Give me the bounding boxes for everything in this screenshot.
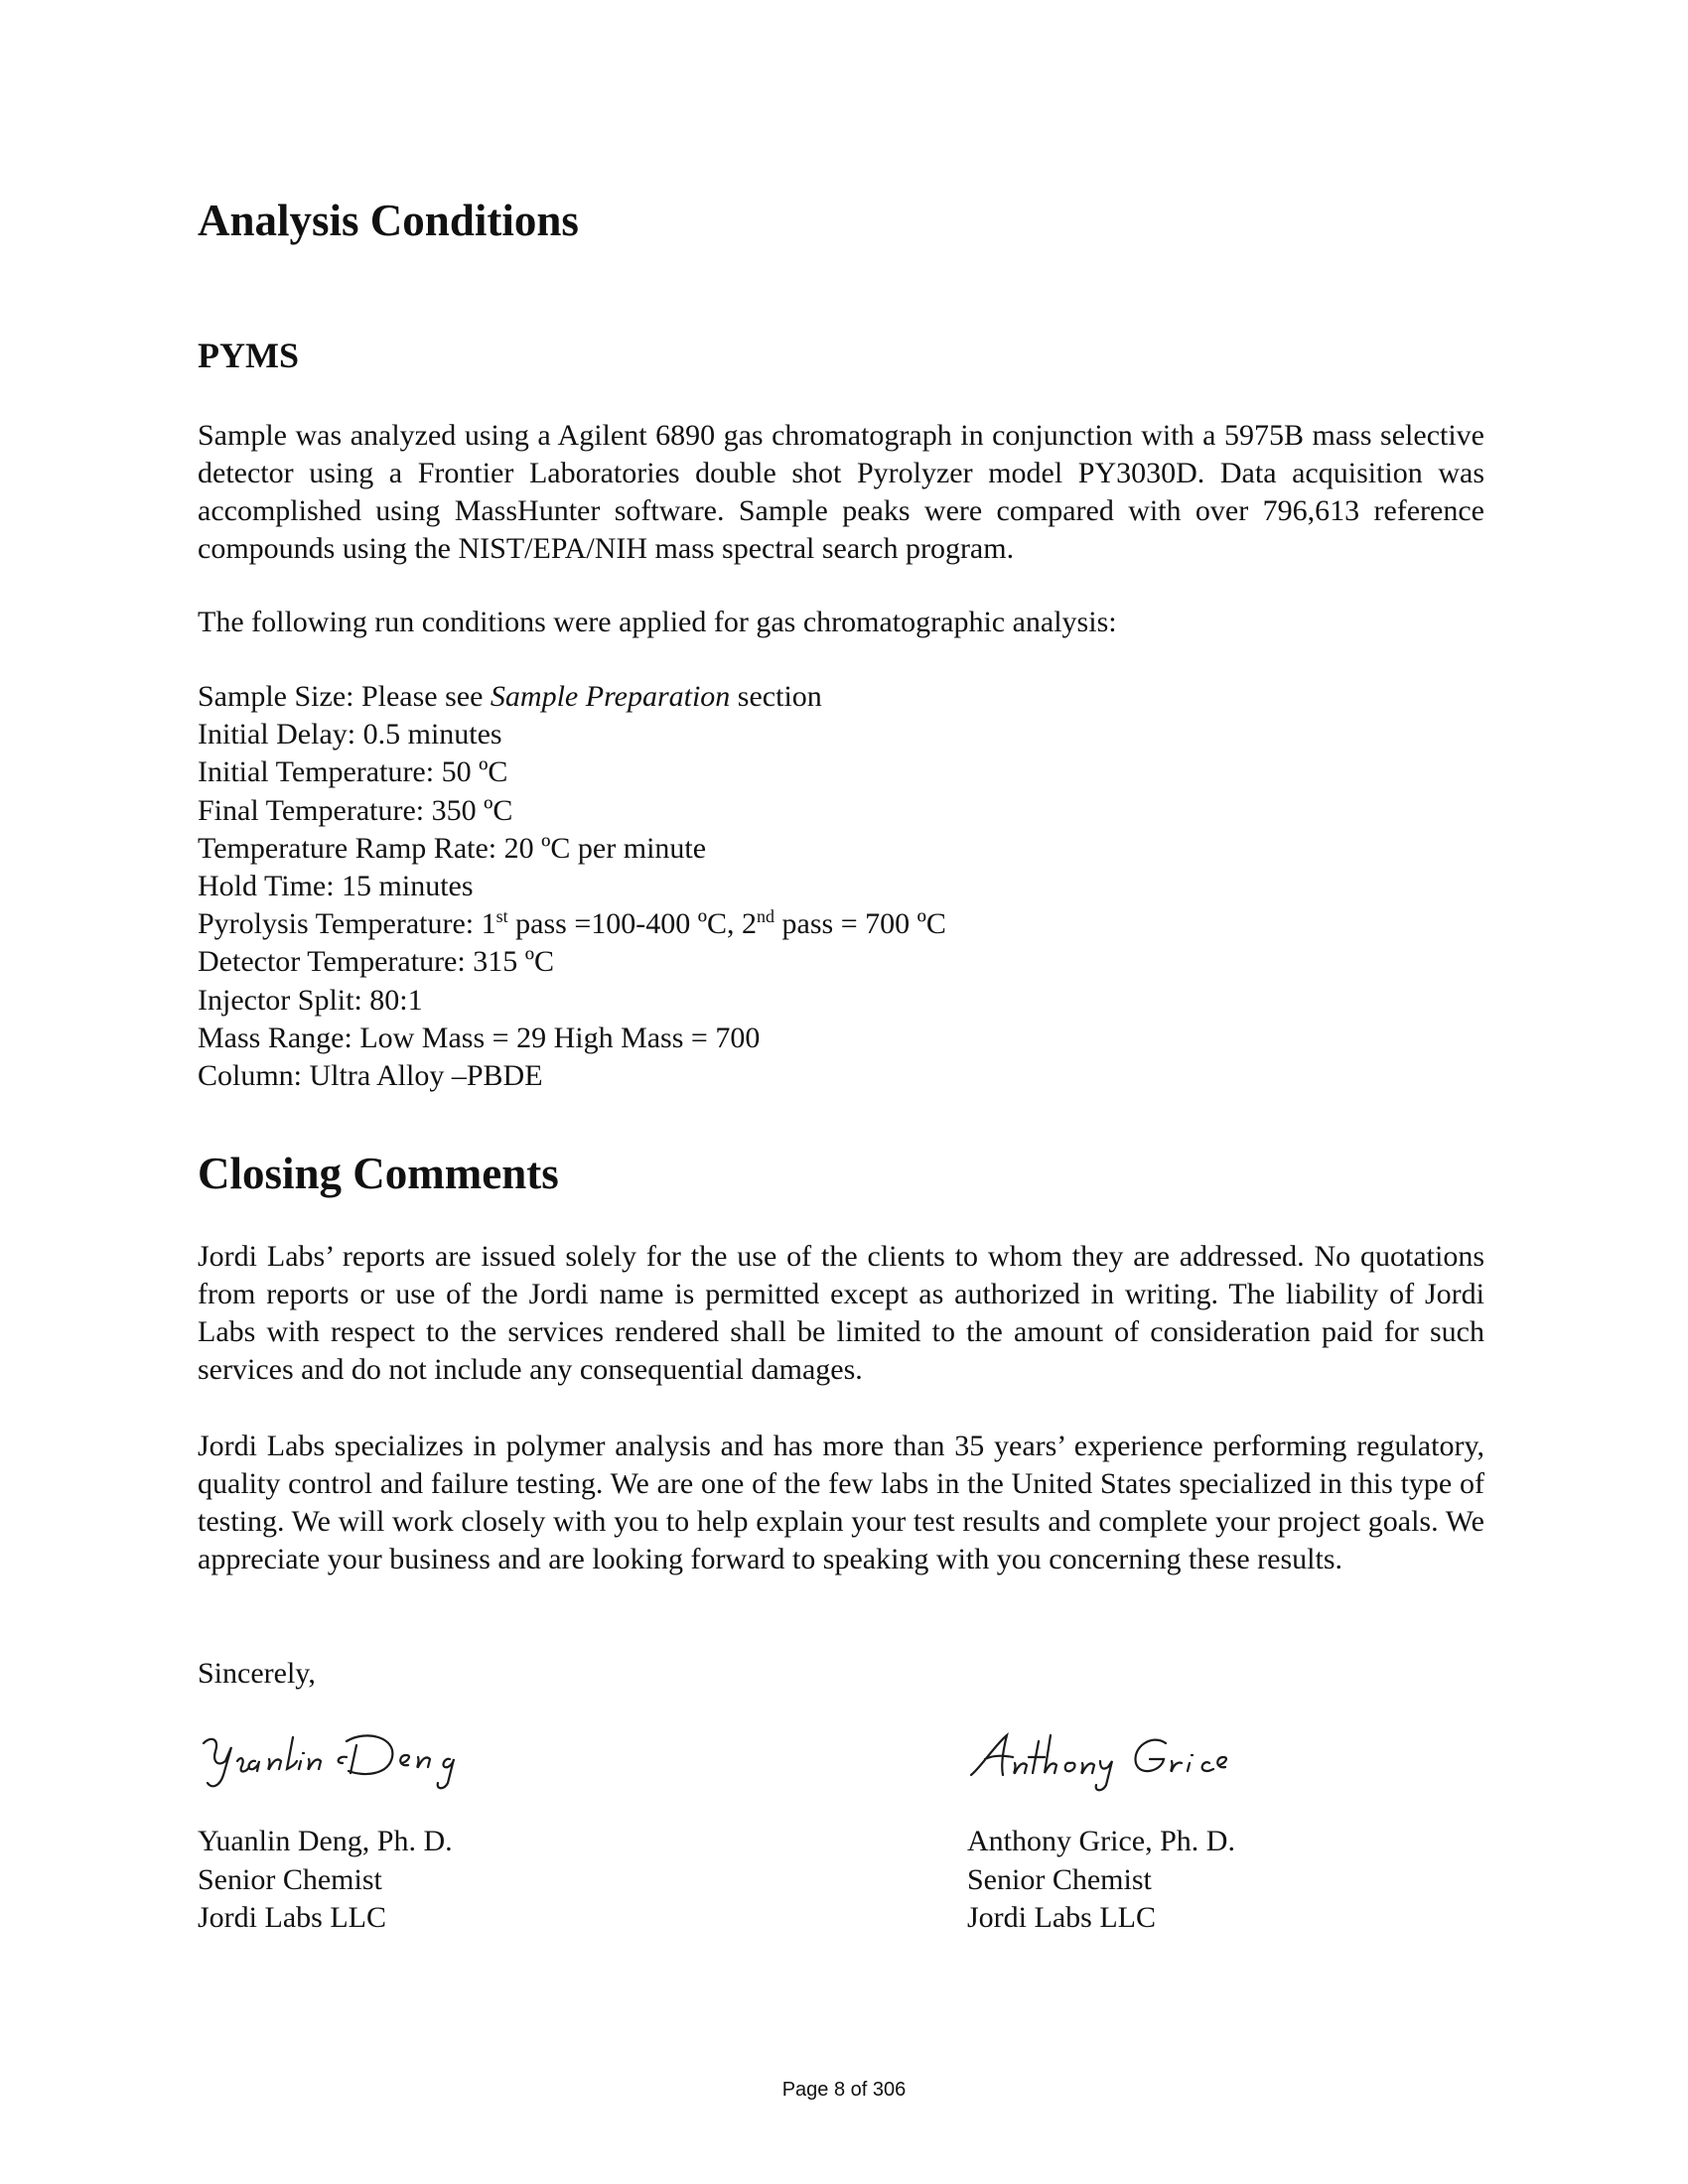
closing-paragraph-1: Jordi Labs’ reports are issued solely for the use of the clients to whom they are addressed. No quotations from reports or use of the Jordi name is permitted except as authorized in writing. The liability of Jordi Labs with respect to the services rendered shall be limited to the amount of consideration paid for such services and do not include any consequential damages. xyxy=(198,1240,1484,1386)
signer-company: Jordi Labs LLC xyxy=(967,1901,1156,1934)
signer-details-left xyxy=(198,1823,453,1938)
condition-ramp-rate: Temperature Ramp Rate: 20 ºC per minute xyxy=(198,831,707,865)
signer-block-right xyxy=(967,1727,1563,1934)
condition-initial-temperature: Initial Temperature: 50 ºC xyxy=(198,755,508,789)
closing-comments-heading: Closing Comments xyxy=(198,1149,559,1198)
signature-yuanlin-deng xyxy=(198,1727,535,1797)
page-number-footer: Page 8 of 306 xyxy=(781,2079,907,2101)
sample-preparation-reference: Sample Preparation xyxy=(490,680,731,713)
condition-sample-size: Sample Size: Please see Sample Preparation section xyxy=(198,680,822,713)
signer-details-right xyxy=(967,1823,1235,1938)
condition-injector-split: Injector Split: 80:1 xyxy=(198,983,423,1017)
condition-detector-temperature: Detector Temperature: 315 ºC xyxy=(198,945,555,979)
signature-anthony-grice xyxy=(967,1727,1305,1797)
pyms-subheading: PYMS xyxy=(198,336,299,375)
signer-title: Senior Chemist xyxy=(198,1862,382,1896)
analysis-conditions-heading: Analysis Conditions xyxy=(198,196,579,245)
condition-initial-delay: Initial Delay: 0.5 minutes xyxy=(198,718,502,751)
signer-name: Anthony Grice, Ph. D. xyxy=(967,1825,1235,1857)
signer-title: Senior Chemist xyxy=(967,1862,1152,1896)
signer-company: Jordi Labs LLC xyxy=(198,1901,386,1934)
signer-block-left xyxy=(198,1727,793,1934)
condition-final-temperature: Final Temperature: 350 ºC xyxy=(198,793,513,827)
signer-name: Yuanlin Deng, Ph. D. xyxy=(198,1825,453,1857)
condition-column: Column: Ultra Alloy –PBDE xyxy=(198,1059,543,1093)
run-conditions-intro: The following run conditions were applied for gas chromatographic analysis: xyxy=(198,606,1117,638)
condition-hold-time: Hold Time: 15 minutes xyxy=(198,870,474,903)
closing-paragraph-2: Jordi Labs specializes in polymer analysis and has more than 35 years’ experience performing regulatory, quality control and failure testing. We are one of the few labs in the United States specialized in this type of testing. We will work closely with you to help explain your test results and complete your project goals. We appreciate your business and are looking forward to speaking with you concerning these results. xyxy=(198,1430,1484,1575)
condition-mass-range: Mass Range: Low Mass = 29 High Mass = 700 xyxy=(198,1021,761,1054)
salutation: Sincerely, xyxy=(198,1657,316,1690)
analysis-intro-paragraph: Sample was analyzed using a Agilent 6890 gas chromatograph in conjunction with a 5975B mass selective detector using a Frontier Laboratories double shot Pyrolyzer model PY3030D. Data acquisition was accomplished using MassHunter software. Sample peaks were compared with over 796,613 reference compounds using the NIST/EPA/NIH mass spectral search program. xyxy=(198,419,1484,565)
run-conditions-list xyxy=(198,678,1484,1095)
condition-pyrolysis-temperature: Pyrolysis Temperature: 1st pass =100-400 ºC, 2nd pass = 700 ºC xyxy=(198,906,946,941)
